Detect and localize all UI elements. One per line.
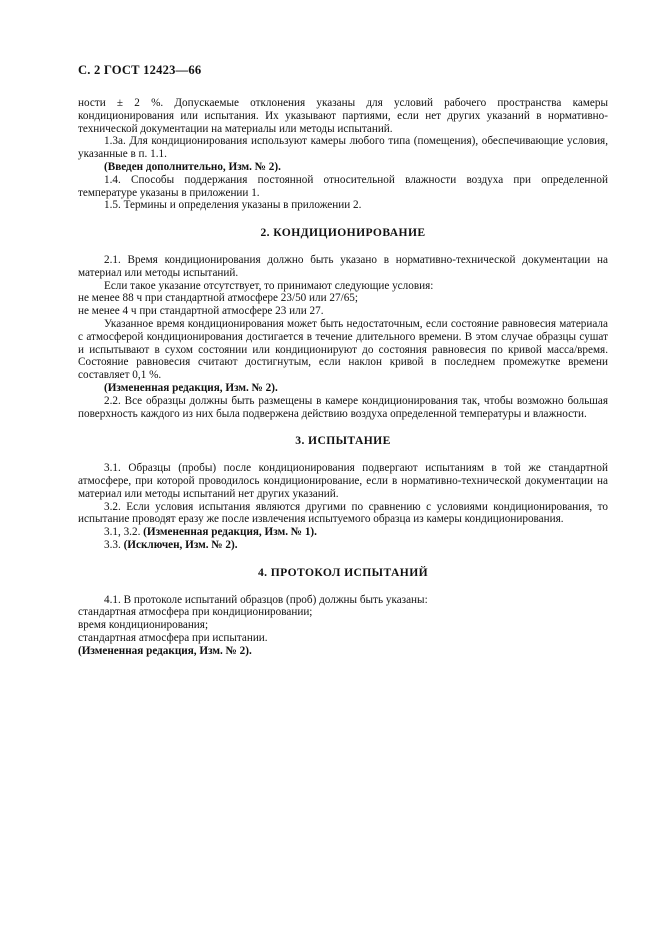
clause-3-1-3-2-number: 3.1, 3.2. xyxy=(104,526,141,539)
amendment-note-3-1-3-2: (Измененная редакция, Изм. № 1). xyxy=(143,526,317,539)
section-3-heading: 3. ИСПЫТАНИЕ xyxy=(295,434,391,448)
amendment-note-3-3: (Исключен, Изм. № 2). xyxy=(123,538,238,551)
protocol-item-1: стандартная атмосфера при кондиционировании; xyxy=(78,606,313,619)
page-header: С. 2 ГОСТ 12423—66 xyxy=(78,63,202,77)
clause-3-1: 3.1. Образцы (пробы) после кондиционирования подвергают испытаниям в той же стандартной атмосфере, при которой проводилось кондиционирование, если в нормативно-технической документации на материал или методы испытаний нет других указаний. xyxy=(78,462,608,500)
clause-4-1: 4.1. В протоколе испытаний образцов (проб) должны быть указаны: xyxy=(104,593,428,606)
section-4-heading: 4. ПРОТОКОЛ ИСПЫТАНИЙ xyxy=(257,565,429,579)
clause-1-4: 1.4. Способы поддержания постоянной относительной влажности воздуха при определенной температуре указаны в приложении 1. xyxy=(78,173,608,199)
clause-2-1: 2.1. Время кондиционирования должно быть указано в нормативно-технической документации на материал или методы испытаний. xyxy=(78,253,608,279)
clause-1-5: 1.5. Термины и определения указаны в приложении 2. xyxy=(104,199,362,212)
clause-2-1-equilibrium: Указанное время кондиционирования может быть недостаточным, если состояние равновесия материала с атмосферой кондиционирования достигается в течение длительного времени. В этом случае образцы сушат и испытывают в сухом состоянии или кондиционируют до состояния равновесия по кривой масса/время. Состояние равновесия считают достигнутым, если наклон кривой в последнем промежутке времени составляет 0,1 %. xyxy=(78,317,608,382)
intro-paragraph: ности ± 2 %. Допускаемые отклонения указаны для условий рабочего пространства камеры кондиционирования или испытания. Их указывают партиями, если нет других указаний в нормативно-технической документации на материалы или методы испытаний. xyxy=(78,97,608,135)
clause-3-3 xyxy=(78,539,608,552)
clause-2-2: 2.2. Все образцы должны быть размещены в камере кондиционирования так, чтобы возможно большая поверхность каждого из них была подвержена действию воздуха определенной температуры и влажности. xyxy=(78,394,608,420)
clause-2-1-condition-b: не менее 4 ч при стандартной атмосфере 23 или 27. xyxy=(78,305,324,318)
clause-3-2: 3.2. Если условия испытания являются другими по сравнению с условиями кондиционирования, то испытание проводят еразу же после извлечения испытуемого образца из камеры кондиционирования. xyxy=(78,500,608,526)
amendment-note-4-1: (Измененная редакция, Изм. № 2). xyxy=(78,644,252,657)
protocol-item-2: время кондиционирования; xyxy=(78,619,209,632)
document-body xyxy=(78,97,608,657)
protocol-item-3: стандартная атмосфера при испытании. xyxy=(78,631,268,644)
amendment-note-2-1: (Измененная редакция, Изм. № 2). xyxy=(104,381,278,394)
clause-1-3a: 1.3а. Для кондиционирования используют камеры любого типа (помещения), обеспечивающие условия, указанные в п. 1.1. xyxy=(78,135,608,161)
section-2-heading: 2. КОНДИЦИОНИРОВАНИЕ xyxy=(260,226,426,240)
clause-3-1-3-2-amendment xyxy=(78,526,608,539)
clause-2-1-condition-a: не менее 88 ч при стандартной атмосфере 23/50 или 27/65; xyxy=(78,292,358,305)
clause-2-1-condition-intro: Если такое указание отсутствует, то принимают следующие условия: xyxy=(104,279,434,292)
clause-3-3-number: 3.3. xyxy=(104,538,121,551)
amendment-note-1-3a: (Введен дополнительно, Изм. № 2). xyxy=(104,160,281,173)
